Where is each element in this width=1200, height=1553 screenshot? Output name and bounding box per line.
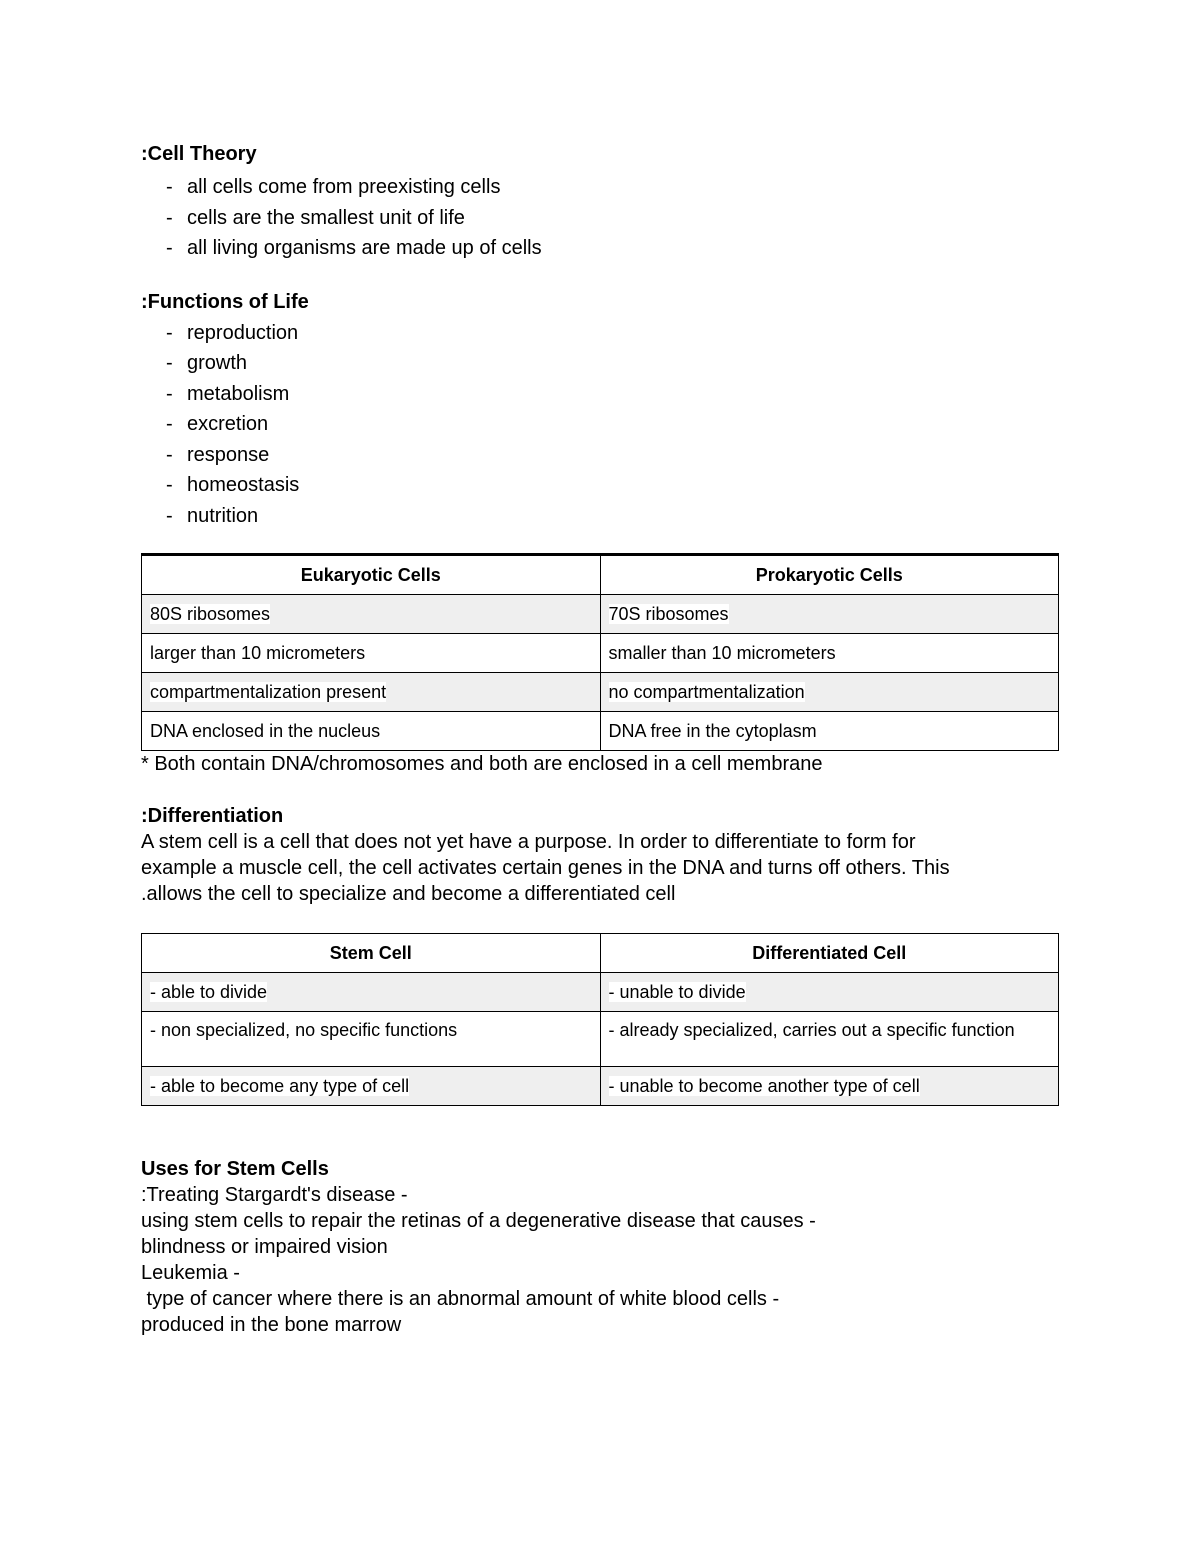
table-cell: - unable to divide — [600, 973, 1059, 1012]
bullet-dash: - — [166, 474, 173, 496]
column-header-differentiated-cell: Differentiated Cell — [600, 934, 1059, 973]
bullet-dash: - — [166, 352, 173, 374]
paragraph-line: using stem cells to repair the retinas of a degenerative disease that causes - — [141, 1210, 816, 1232]
table-cell: smaller than 10 micrometers — [600, 634, 1059, 673]
table-row — [142, 712, 1059, 751]
table-row — [142, 1012, 1059, 1067]
paragraph-line: A stem cell is a cell that does not yet have a purpose. In order to differentiate to form for — [141, 831, 916, 853]
list-item: - homeostasis — [141, 470, 1061, 501]
table-cell: - able to become any type of cell — [142, 1067, 601, 1106]
table-cell: - non specialized, no specific functions — [142, 1012, 601, 1067]
list-item: - excretion — [141, 409, 1061, 440]
paragraph-line: blindness or impaired vision — [141, 1236, 388, 1258]
cell-theory-heading: :Cell Theory — [141, 143, 257, 165]
paragraph-line: produced in the bone marrow — [141, 1314, 402, 1336]
functions-of-life-heading: :Functions of Life — [141, 290, 309, 313]
document-page — [141, 140, 1061, 1338]
column-header-stem-cell: Stem Cell — [142, 934, 601, 973]
uses-heading: Uses for Stem Cells — [141, 1158, 329, 1180]
bullet-dash: - — [166, 206, 173, 229]
list-item: - growth — [141, 348, 1061, 379]
paragraph-line: example a muscle cell, the cell activates certain genes in the DNA and turns off others. This — [141, 857, 950, 879]
differentiation-heading: :Differentiation — [141, 805, 284, 827]
table-cell: no compartmentalization — [600, 673, 1059, 712]
column-header-prokaryotic: Prokaryotic Cells — [600, 555, 1059, 595]
table-cell: DNA enclosed in the nucleus — [142, 712, 601, 751]
stem-differentiated-table — [141, 933, 1059, 1106]
table-cell: 70S ribosomes — [600, 595, 1059, 634]
bullet-dash: - — [166, 413, 173, 435]
table-cell: DNA free in the cytoplasm — [600, 712, 1059, 751]
bullet-dash: - — [166, 176, 173, 198]
column-header-eukaryotic: Eukaryotic Cells — [142, 555, 601, 595]
table-cell: larger than 10 micrometers — [142, 634, 601, 673]
paragraph-line: .allows the cell to specialize and become a differentiated cell — [141, 883, 676, 905]
cell-theory-list — [141, 172, 1061, 264]
list-item: - cells are the smallest unit of life — [141, 203, 1061, 234]
bullet-dash: - — [166, 237, 173, 259]
bullet-dash: - — [166, 443, 173, 466]
list-item: - nutrition — [141, 501, 1061, 532]
table-cell: - able to divide — [142, 973, 601, 1012]
table-footnote: * Both contain DNA/chromosomes and both are enclosed in a cell membrane — [141, 753, 823, 775]
list-item: - response — [141, 440, 1061, 471]
table-cell: - already specialized, carries out a specific function — [600, 1012, 1059, 1067]
functions-of-life-list — [141, 318, 1061, 532]
bullet-dash: - — [166, 382, 173, 405]
table-cell: - unable to become another type of cell — [600, 1067, 1059, 1106]
bullet-dash: - — [166, 321, 173, 344]
table-row — [142, 595, 1059, 634]
bullet-dash: - — [166, 504, 173, 527]
table-cell: 80S ribosomes — [142, 595, 601, 634]
paragraph-line: Leukemia - — [141, 1262, 240, 1284]
table-cell: compartmentalization present — [142, 673, 601, 712]
list-item: - metabolism — [141, 379, 1061, 410]
table-row — [142, 673, 1059, 712]
list-item: - reproduction — [141, 318, 1061, 349]
table-header-row — [142, 555, 1059, 595]
paragraph-line: :Treating Stargardt's disease - — [141, 1184, 408, 1206]
list-item: - all living organisms are made up of cells — [141, 233, 1061, 264]
list-item: - all cells come from preexisting cells — [141, 172, 1061, 203]
paragraph-line: type of cancer where there is an abnormal amount of white blood cells - — [141, 1288, 780, 1310]
table-row — [142, 1067, 1059, 1106]
table-row — [142, 973, 1059, 1012]
eukaryotic-prokaryotic-table — [141, 553, 1059, 751]
table-row — [142, 634, 1059, 673]
table-header-row — [142, 934, 1059, 973]
